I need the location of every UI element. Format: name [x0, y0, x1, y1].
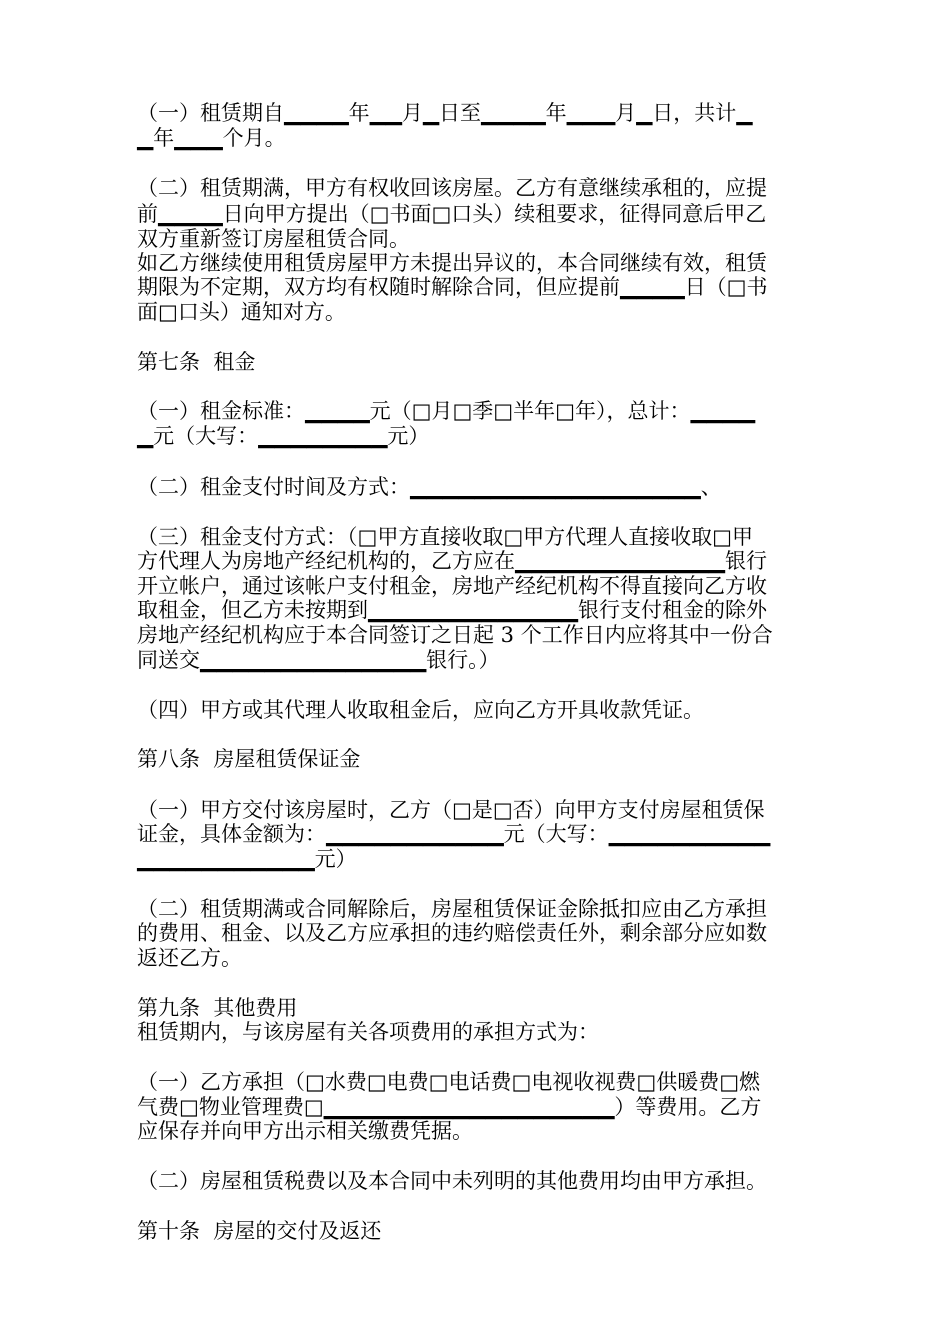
text-line: 前▁▁▁▁日向甲方提出（□书面□口头）续租要求，征得同意后甲乙 [137, 202, 767, 226]
text-line: 开立帐户，通过该帐户支付租金，房地产经纪机构不得直接向乙方收 [137, 574, 767, 598]
text-line: 气费□物业管理费□▁▁▁▁▁▁▁▁▁▁▁▁▁▁▁▁▁▁）等费用。乙方 [137, 1095, 762, 1119]
text-line: 房地产经纪机构应于本合同签订之日起 3 个工作日内应将其中一份合 [137, 623, 773, 647]
text-line: 同送交▁▁▁▁▁▁▁▁▁▁▁▁▁▁银行。） [137, 648, 500, 672]
section-heading: 第八条 房屋租赁保证金 [137, 747, 361, 771]
text-line: （二）租金支付时间及方式：▁▁▁▁▁▁▁▁▁▁▁▁▁▁▁▁▁▁、 [137, 475, 722, 499]
text-line: （三）租金支付方式：（□甲方直接收取□甲方代理人直接收取□甲 [137, 525, 754, 549]
text-line: 证金，具体金额为：▁▁▁▁▁▁▁▁▁▁▁元（大写：▁▁▁▁▁▁▁▁▁▁ [137, 822, 771, 846]
text-line: （二）租赁期满或合同解除后，房屋租赁保证金除抵扣应由乙方承担 [137, 897, 767, 921]
text-line: （一）甲方交付该房屋时，乙方（□是□否）向甲方支付房屋租赁保 [137, 798, 765, 822]
text-line: （一）乙方承担（□水费□电费□电话费□电视收视费□供暖费□燃 [137, 1070, 761, 1094]
text-line: 如乙方继续使用租赁房屋甲方未提出异议的，本合同继续有效，租赁 [137, 251, 767, 275]
text-line: 应保存并向甲方出示相关缴费凭据。 [137, 1119, 473, 1143]
text-line: 取租金，但乙方未按期到▁▁▁▁▁▁▁▁▁▁▁▁▁银行支付租金的除外 [137, 598, 767, 622]
section-heading: 第七条 租金 [137, 350, 256, 374]
text-line: 面□口头）通知对方。 [137, 300, 346, 324]
text-line: 期限为不定期，双方均有权随时解除合同，但应提前▁▁▁▁日（□书 [137, 275, 768, 299]
text-line: （二）租赁期满，甲方有权收回该房屋。乙方有意继续承租的，应提 [137, 176, 767, 200]
text-line: ▁▁▁▁▁▁▁▁▁▁▁元） [137, 847, 357, 871]
text-line: ▁元（大写：▁▁▁▁▁▁▁▁元） [137, 424, 430, 448]
text-line: 返还乙方。 [137, 946, 242, 970]
text-line: 方代理人为房地产经纪机构的，乙方应在▁▁▁▁▁▁▁▁▁▁▁▁▁银行 [137, 549, 767, 573]
text-line: （一）租赁期自▁▁▁▁年▁▁月▁日至▁▁▁▁年▁▁▁月▁日，共计▁ [137, 101, 753, 125]
text-line: 租赁期内，与该房屋有关各项费用的承担方式为： [137, 1020, 599, 1044]
text-line: 双方重新签订房屋租赁合同。 [137, 227, 410, 251]
text-line: 的费用、租金、以及乙方应承担的违约赔偿责任外，剩余部分应如数 [137, 921, 767, 945]
section-heading: 第九条 其他费用 [137, 996, 298, 1020]
section-heading: 第十条 房屋的交付及返还 [137, 1219, 382, 1243]
text-line: （一）租金标准：▁▁▁▁元（□月□季□半年□年），总计：▁▁▁▁ [137, 399, 756, 423]
text-line: ▁年▁▁▁个月。 [137, 126, 286, 150]
text-line: （二）房屋租赁税费以及本合同中未列明的其他费用均由甲方承担。 [137, 1169, 767, 1193]
text-line: （四）甲方或其代理人收取租金后，应向乙方开具收款凭证。 [137, 698, 704, 722]
